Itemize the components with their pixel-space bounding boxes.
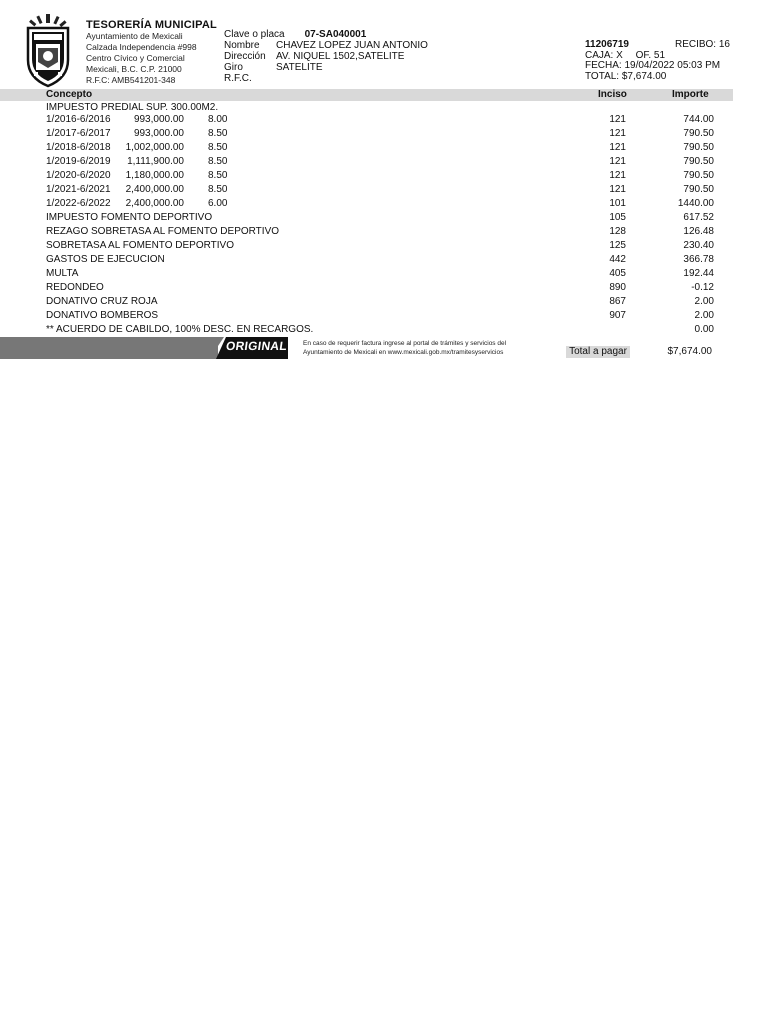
inciso: 890 xyxy=(609,282,626,293)
table-row xyxy=(46,323,714,337)
oficina: OF. 51 xyxy=(635,49,666,61)
period: 1/2019-6/2019 xyxy=(46,156,111,167)
period: 1/2016-6/2016 xyxy=(46,114,111,125)
inciso: 128 xyxy=(609,226,626,237)
inciso: 121 xyxy=(609,128,626,139)
concept: MULTA xyxy=(46,268,79,279)
rate: 8.00 xyxy=(208,114,228,125)
plate-value: 07-SA040001 xyxy=(304,29,367,40)
period: 1/2022-6/2022 xyxy=(46,198,111,209)
name-label: Nombre xyxy=(224,40,260,51)
address-label: Dirección xyxy=(224,51,266,62)
rate: 6.00 xyxy=(208,198,228,209)
section-title: IMPUESTO PREDIAL SUP. 300.00M2. xyxy=(46,102,219,113)
assessed-value: 1,002,000.00 xyxy=(125,142,184,153)
issuer-line: Ayuntamiento de Mexicali xyxy=(86,31,183,41)
importe: 2.00 xyxy=(694,296,714,307)
table-row xyxy=(46,281,714,295)
rate: 8.50 xyxy=(208,142,228,153)
header-importe: Importe xyxy=(672,89,709,100)
inciso: 121 xyxy=(609,156,626,167)
rate: 8.50 xyxy=(208,156,228,167)
importe: -0.12 xyxy=(691,282,714,293)
period: 1/2020-6/2020 xyxy=(46,170,111,181)
period: 1/2017-6/2017 xyxy=(46,128,111,139)
invoice-note-line: Ayuntamiento de Mexicali en www.mexicali.gob.mx/tramitesyservicios xyxy=(303,349,504,356)
table-row xyxy=(46,309,714,323)
header-inciso: Inciso xyxy=(598,89,627,100)
mexicali-seal-icon xyxy=(24,14,72,88)
importe: 617.52 xyxy=(683,212,714,223)
footer-bar xyxy=(0,337,218,359)
issuer-line: Mexicali, B.C. C.P. 21000 xyxy=(86,64,182,74)
header-concepto: Concepto xyxy=(46,89,93,100)
importe: 192.44 xyxy=(683,268,714,279)
assessed-value: 1,180,000.00 xyxy=(125,170,184,181)
caja: CAJA: X xyxy=(585,49,623,61)
importe: 790.50 xyxy=(683,128,714,139)
table-row xyxy=(46,141,714,155)
name-value: CHAVEZ LOPEZ JUAN ANTONIO xyxy=(276,40,428,51)
invoice-note-line: En caso de requerir factura ingrese al portal de trámites y servicios del xyxy=(303,340,507,347)
inciso: 442 xyxy=(609,254,626,265)
rate: 8.50 xyxy=(208,170,228,181)
importe: 790.50 xyxy=(683,184,714,195)
table-row xyxy=(46,295,714,309)
concept: DONATIVO CRUZ ROJA xyxy=(46,296,158,307)
inciso: 101 xyxy=(609,198,626,209)
concept: IMPUESTO FOMENTO DEPORTIVO xyxy=(46,212,213,223)
concept: REDONDEO xyxy=(46,282,104,293)
inciso: 907 xyxy=(609,310,626,321)
table-row xyxy=(46,113,714,127)
inciso: 105 xyxy=(609,212,626,223)
giro-value: SATELITE xyxy=(276,62,323,73)
rate: 8.50 xyxy=(208,128,228,139)
table-row xyxy=(46,267,714,281)
assessed-value: 2,400,000.00 xyxy=(125,198,184,209)
assessed-value: 993,000.00 xyxy=(133,128,184,139)
assessed-value: 1,111,900.00 xyxy=(127,156,184,167)
table-row xyxy=(46,127,714,141)
inciso: 121 xyxy=(609,184,626,195)
issuer-block xyxy=(86,19,217,86)
table-row xyxy=(46,183,714,197)
concept: ** ACUERDO DE CABILDO, 100% DESC. EN RECARGOS. xyxy=(46,324,314,335)
recibo-number: RECIBO: 16 xyxy=(674,39,730,50)
importe: 744.00 xyxy=(683,114,714,125)
customer-block xyxy=(224,29,428,84)
period: 1/2018-6/2018 xyxy=(46,142,111,153)
importe: 1440.00 xyxy=(677,198,714,209)
table-row xyxy=(46,225,714,239)
table-row xyxy=(46,211,714,225)
issuer-line: R.F.C: AMB541201-348 xyxy=(86,75,176,85)
importe: 790.50 xyxy=(683,142,714,153)
concept: SOBRETASA AL FOMENTO DEPORTIVO xyxy=(46,240,235,251)
original-stamp: ORIGINAL xyxy=(225,339,289,353)
importe: 0.00 xyxy=(694,324,714,335)
inciso: 125 xyxy=(609,240,626,251)
giro-label: Giro xyxy=(224,62,243,73)
invoice-note xyxy=(303,339,553,357)
inciso: 121 xyxy=(609,142,626,153)
concept: REZAGO SOBRETASA AL FOMENTO DEPORTIVO xyxy=(46,226,280,237)
concept: GASTOS DE EJECUCION xyxy=(46,254,165,265)
issuer-line: Centro Cívico y Comercial xyxy=(86,53,185,63)
fecha: FECHA: 19/04/2022 05:03 PM xyxy=(585,60,721,71)
receipt-block xyxy=(585,40,730,82)
importe: 230.40 xyxy=(683,240,714,251)
rfc-label: R.F.C. xyxy=(224,73,252,84)
importe: 126.48 xyxy=(683,226,714,237)
receipt-number: 11206719 xyxy=(585,39,629,50)
address-value: AV. NIQUEL 1502,SATELITE xyxy=(276,51,405,62)
issuer-title: TESORERÍA MUNICIPAL xyxy=(86,19,217,31)
plate-label: Clave o placa xyxy=(224,29,285,40)
table-row xyxy=(46,155,714,169)
importe: 790.50 xyxy=(683,170,714,181)
table-row xyxy=(46,169,714,183)
table-row xyxy=(46,253,714,267)
total-value: $7,674.00 xyxy=(667,346,712,357)
issuer-line: Calzada Independencia #998 xyxy=(86,42,197,52)
rate: 8.50 xyxy=(208,184,228,195)
table-row xyxy=(46,239,714,253)
total-label: Total a pagar xyxy=(566,346,630,358)
concept: DONATIVO BOMBEROS xyxy=(46,310,159,321)
inciso: 405 xyxy=(609,268,626,279)
inciso: 121 xyxy=(609,170,626,181)
importe: 790.50 xyxy=(683,156,714,167)
importe: 2.00 xyxy=(694,310,714,321)
table-row xyxy=(46,197,714,211)
importe: 366.78 xyxy=(683,254,714,265)
assessed-value: 993,000.00 xyxy=(133,114,184,125)
inciso: 121 xyxy=(609,114,626,125)
inciso: 867 xyxy=(609,296,626,307)
assessed-value: 2,400,000.00 xyxy=(125,184,184,195)
receipt-total: TOTAL: $7,674.00 xyxy=(585,70,667,82)
period: 1/2021-6/2021 xyxy=(46,184,111,195)
